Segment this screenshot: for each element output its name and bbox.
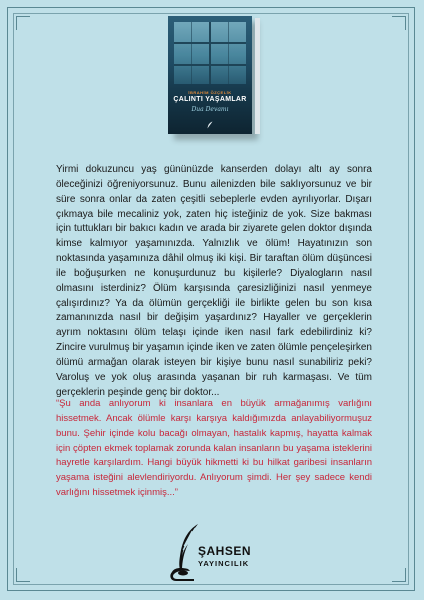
quill-inkwell-icon [168,522,202,582]
excerpt-quote: “Şu anda anlıyorum ki insanlara en büyük armağanımış varlığını hissetmek. Ancak ölümle karşı karşıya kaldığımızda anlayabiliyormuşuz bunu. Şehir içinde kolu bacağı olmayan, hastalık kapmış, hayatta kalmak için çöpten ekmek toplamak zorunda kalan insanların bu yaşama isteklerini hayretle karşılardım. Hangi büyük hikmetti ki bu hilkat garibesi insanların yaşama isteğini alevlendiriyordu. Anlıyorum şimdi. Her şey sadece kendi varlığını hissetmek içinmiş...” [56,398,372,499]
publisher-logo [150,522,274,586]
book-thumbnail [168,16,256,136]
publisher-subtitle: YAYINCILIK [198,559,250,568]
frame-corner-ornament [16,568,30,582]
frame-corner-ornament [16,16,30,30]
book-front-cover [168,16,252,134]
book-tagline: Dua Devamı [191,106,229,113]
book-title: ÇALINTI YAŞAMLAR [173,96,247,103]
book-author: İBRAHİM ÖZÇELİK [188,90,232,95]
publisher-name: ŞAHSEN [198,544,252,558]
frame-corner-ornament [392,16,406,30]
feather-logo-icon [206,121,214,129]
book-page-edge [255,18,260,134]
frame-corner-ornament [392,568,406,582]
synopsis-text: Yirmi dokuzuncu yaş gününüzde kanserden dolayı altı ay sonra öleceğinizi öğreniyorsunuz. Bunu ailenizden bile saklıyorsunuz ve bir süre sonra onlar da zaten çeşitli sebeplerle evden ayrılıyorlar. Dışarı çıkmaya bile mecaliniz yok, zaten hiç isteğiniz de yok. Size bakması için tuttukları bir bakıcı kadın ve arada bir ziyarete gelen doktor dışında kimse kalmıyor yaşamınızda. Yalnızlık ve ölüm! Hayatınızın son noktasında yaşamınıza dâhil olmuş iki kişi. Bir taraftan ölüm düşüncesi ile boğuşurken ne konuşurdunuz bu kişilerle? Diyalogların nasıl olmasını isterdiniz? Ölüm karşısında çaresizliğinizi nasıl yenmeye çalışırdınız? Ya da ölümün gerçekliği ile birlikte gelen bu son kısa zamanınızda nasıl bir değişim yaşardınız? Hayaller ve gerçeklerin ayrım noktasını ölüm telaşı içinde iken nasıl fark edebilirdiniz ki? Zincire vurulmuş bir yaşamın içinde iken ve zaten ölümle pençeleşirken ölümü armağan olarak isteyen bir kişiye bunu nasıl sunabiliriz peki? Varoluş ve yok oluş arasında yaşanan bir ruh karmaşası. Ve tüm gerçeklerin peşinde genç bir doktor... [56,164,372,398]
window-illustration [174,22,246,84]
